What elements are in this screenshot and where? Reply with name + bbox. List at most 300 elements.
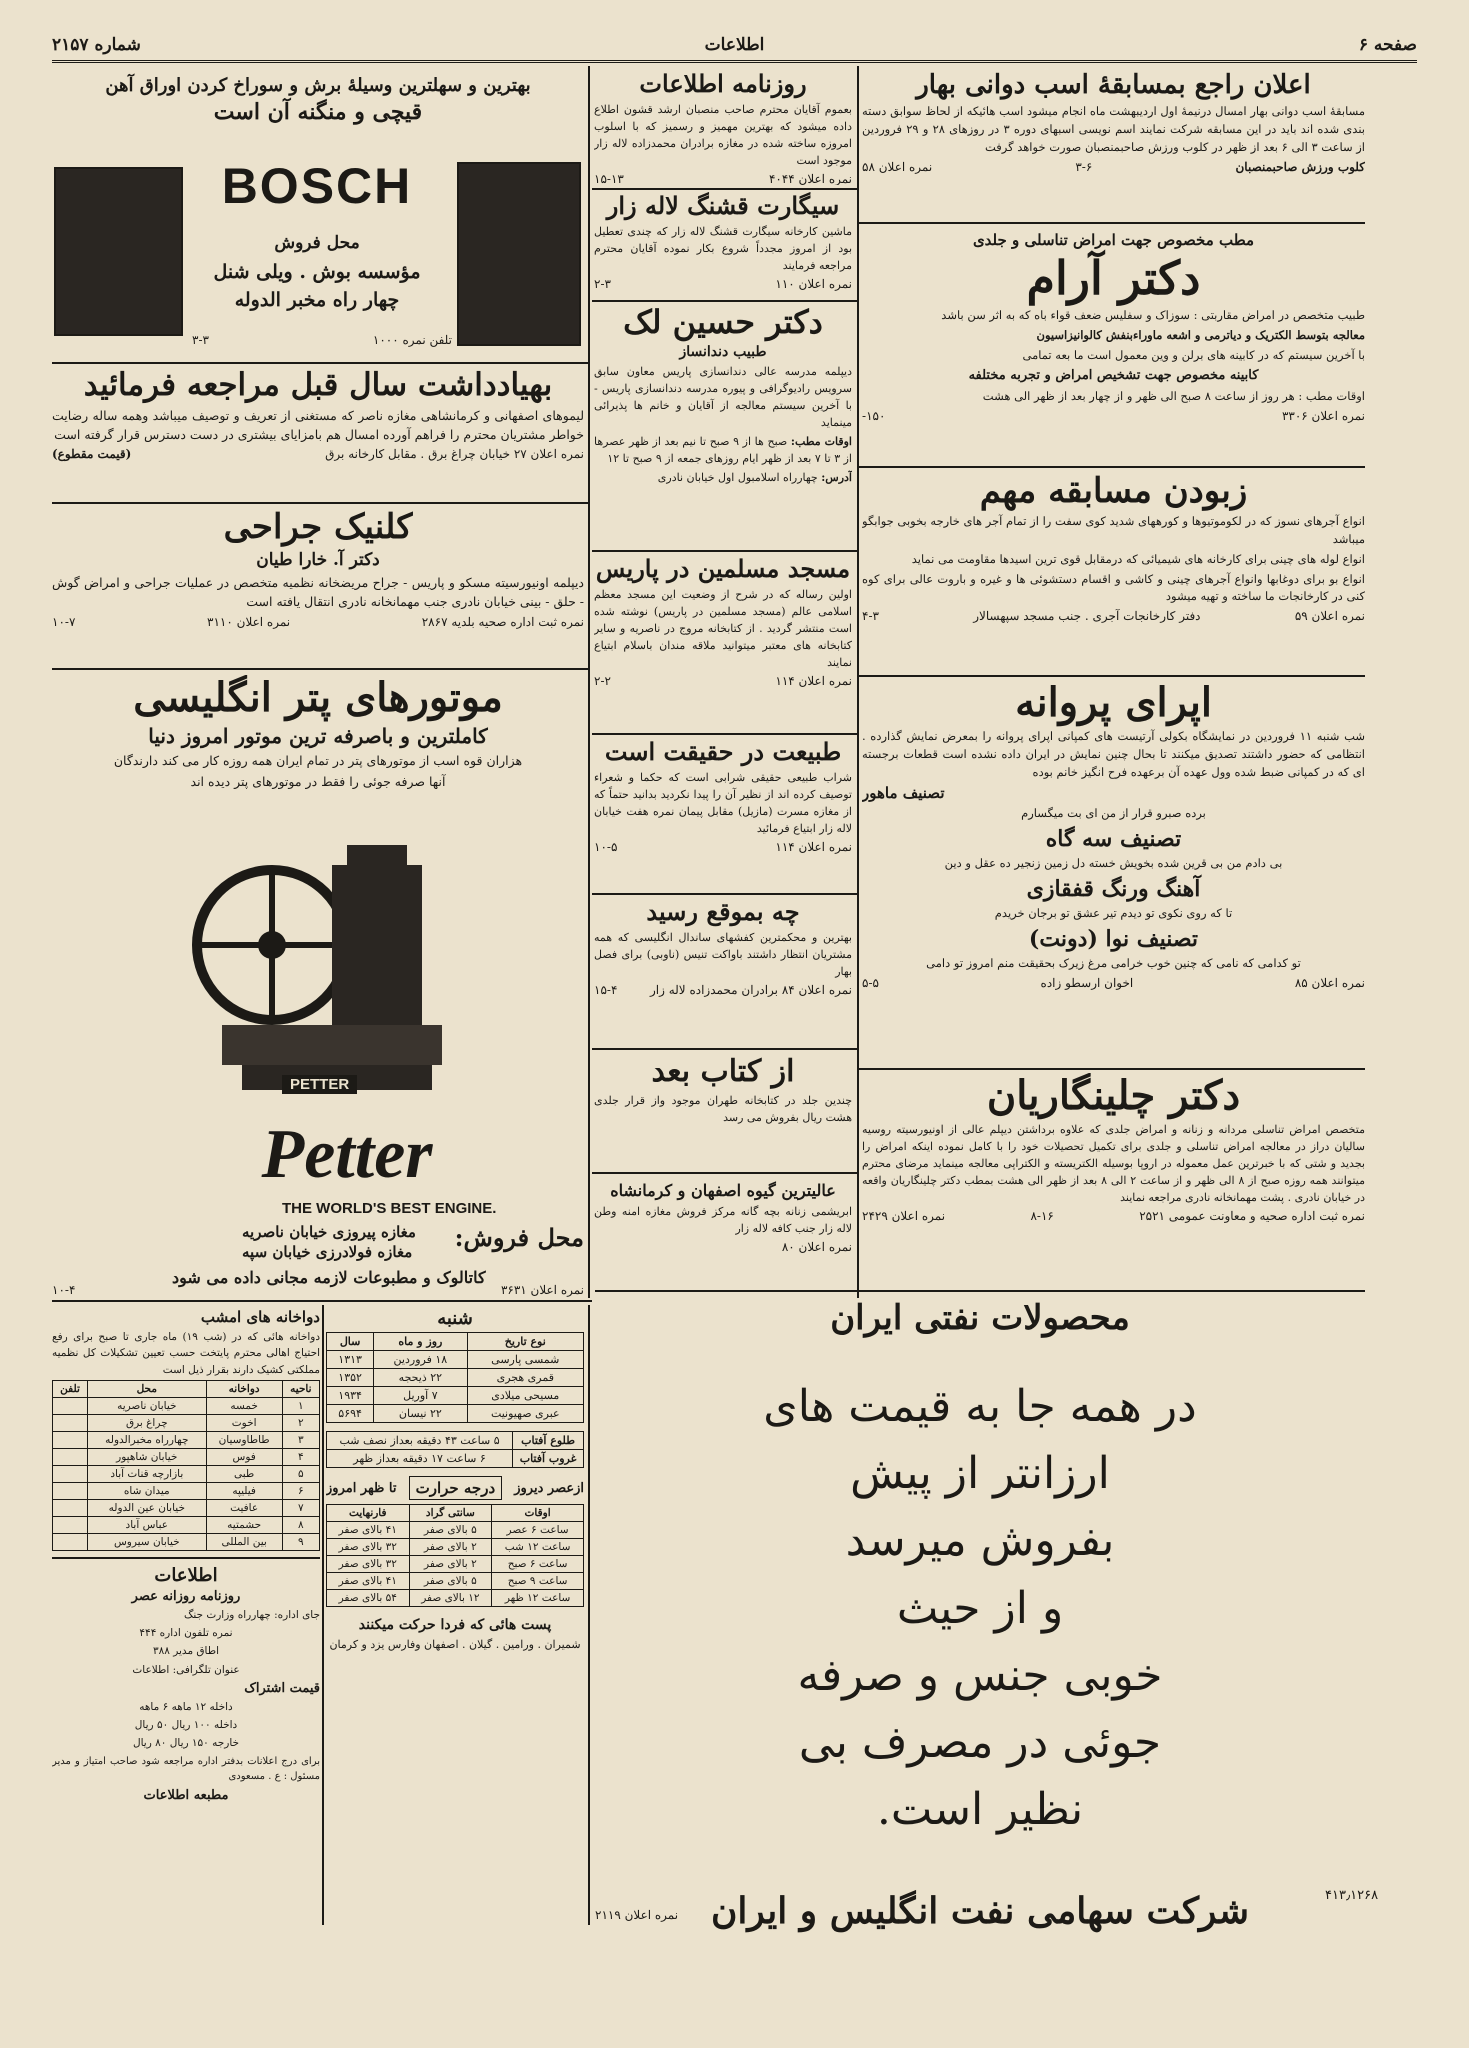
dentist-address-label: آدرس: <box>821 471 852 485</box>
pharmacy-row-cell <box>53 1414 88 1431</box>
timely-ad <box>594 898 852 1043</box>
opera-song-1-title: تصنیف ماهور <box>862 784 945 803</box>
temperature-row-cell: ۳۲ بالای صفر <box>327 1539 410 1556</box>
opera-code: ۵-۵ <box>862 975 879 990</box>
ruznameh-ref: نمره اعلان ۴۰۴۴ <box>768 171 852 185</box>
clinic-ad <box>52 508 584 664</box>
rule <box>859 222 1365 224</box>
wine-title: طبیعت در حقیقت است <box>604 738 842 766</box>
printer-name: مطبعه اطلاعات <box>143 1787 229 1803</box>
oil-title: محصولات نفتی ایران <box>830 1298 1130 1338</box>
temperature-row-cell: ساعت ۱۲ شب <box>492 1539 584 1556</box>
temp-col-c: سانتی گراد <box>409 1505 492 1522</box>
pharmacy-row-cell: ۷ <box>282 1499 319 1516</box>
petter-title: موتورهای پتر انگلیسی <box>133 675 503 721</box>
pharmacy-row-cell: ۶ <box>282 1482 319 1499</box>
calendar-block <box>326 1305 584 1930</box>
clinic-code: ۱۰-۷ <box>52 614 76 629</box>
pharmacy-row <box>53 1465 320 1482</box>
horse-race-code: ۳-۶ <box>1075 159 1093 174</box>
temperature-table-body <box>327 1522 584 1607</box>
aram-kicker: مطب مخصوص جهت امراض تناسلی و جلدی <box>972 231 1255 249</box>
bosch-code: ۳-۳ <box>192 333 209 347</box>
timely-code: ۱۵-۴ <box>594 982 618 997</box>
bosch-headline: بهترین و سهلترین وسیلهٔ برش و سوراخ کردن اوراق آهن <box>105 75 531 96</box>
calendar-row-cell: ۱۹۳۴ <box>327 1387 374 1405</box>
cigarette-ref: نمره اعلان ۱۱۰ <box>775 276 852 291</box>
mosque-body: اولین رساله که در شرح از وضعیت این مسجد معظم اسلامی عالم (مسجد مسلمین در پاریس) نوشته شده است منتشر گردید . از کتابخانه مروج در ناصریه و سایر کتابخانه های معتبر میتوانید ملاقه مندان باسلام ابتیاع نمایند <box>594 587 852 669</box>
timely-ref: نمره اعلان ۸۴ برادران محمدزاده لاله زار <box>649 982 852 997</box>
petter-body-2: آنها صرفه جوئی را فقط در موتورهای پتر دیده اند <box>190 774 446 790</box>
pharmacy-row-cell: ۵ <box>282 1465 319 1482</box>
opera-song-1: برده صبرو قرار از من ای بت میگسارم <box>1021 806 1206 821</box>
aram-body-1: طبیب متخصص در امراض مقاربتی : سوزاک و سفلیس ضعف قواء باه که به اثر سن باشد <box>941 307 1365 322</box>
pharmacy-row-cell: حشمتیه <box>206 1516 282 1533</box>
oil-company: شرکت سهامی نفت انگلیس و ایران <box>710 1890 1250 1932</box>
petter-ref: نمره اعلان ۳۶۳۱ <box>500 1283 584 1297</box>
pharmacy-row <box>53 1482 320 1499</box>
reminder-ad <box>52 368 584 498</box>
calendar-row-cell: عبری صهیونیت <box>467 1405 583 1423</box>
temperature-row-cell: ۳۲ بالای صفر <box>327 1556 410 1573</box>
masthead-phone-1: نمره تلفون اداره ۴۴۴ <box>139 1627 233 1640</box>
wine-code: ۱۰-۵ <box>594 839 618 854</box>
mosque-code: ۲-۲ <box>594 674 611 689</box>
rule <box>592 1172 857 1174</box>
pharmacy-row-cell: فیلیپه <box>206 1482 282 1499</box>
calendar-row-cell: ۲۲ ذیحجه <box>374 1369 467 1387</box>
pharmacy-row <box>53 1397 320 1414</box>
clinic-reg: نمره ثبت اداره صحیه بلدیه ۲۸۶۷ <box>421 614 584 629</box>
rule <box>592 188 857 190</box>
bricks-title: زبودن مسابقه مهم <box>979 472 1248 511</box>
pharm-col-name: دواخانه <box>206 1380 282 1397</box>
cal-col-year: سال <box>327 1333 374 1351</box>
pharmacy-row <box>53 1448 320 1465</box>
dentist-hours-text: صبح ها از ۹ صبح تا نیم بعد از ظهر عصرها از ۳ تا ۷ بعد از ظهر ایام روزهای جمعه از ۹ صبح تا ۱۲ <box>594 434 852 466</box>
temperature-row-cell: ۲ بالای صفر <box>409 1556 492 1573</box>
pharmacy-row-cell <box>53 1533 88 1550</box>
temperature-row-cell: ۴۱ بالای صفر <box>327 1573 410 1590</box>
calendar-row <box>327 1369 584 1387</box>
pharmacy-row-cell: اخوت <box>206 1414 282 1431</box>
pharmacy-row-cell: ۴ <box>282 1448 319 1465</box>
dentist-address-text: چهارراه اسلامبول اول خیابان نادری <box>657 471 818 485</box>
opera-body: شب شنبه ۱۱ فروردین در نمایشگاه بکولی آرتیست های کمپانی اپرای پروانه را بمعرض نمایش گذارده . انتظامی که حضور داشتند تصدیق میکنند تا بحال چنین نمایش در ایران داده نشده است قطعات برجسته ای که در کمپانی ضبط شده وول عهده آن برعهده فرح انگیز خانم بوده <box>862 729 1365 779</box>
aram-body-2: معالجه بتوسط الکتریک و دیاترمی و اشعه ماوراءبنفش کالوانیزاسیون <box>1036 327 1365 342</box>
temperature-row <box>327 1590 584 1607</box>
temp-title: درجه حرارت <box>409 1476 503 1500</box>
petter-ad <box>52 675 584 1300</box>
ruznameh-code: ۱۵-۱۳ <box>594 171 624 185</box>
temperature-row-cell: ۴۱ بالای صفر <box>327 1522 410 1539</box>
temperature-row-cell: ساعت ۶ عصر <box>492 1522 584 1539</box>
pharmacy-row-cell: بازارچه قنات آباد <box>88 1465 207 1482</box>
aram-footer <box>862 409 1365 423</box>
opera-song-3-title: آهنگ ورنگ قفقازی <box>1026 876 1201 903</box>
aram-hours: اوقات مطب : هر روز از ساعت ۸ صبح الی ظهر و از چهار بعد از ظهر الی هشت <box>982 389 1365 404</box>
rule <box>592 1048 857 1050</box>
calendar-day: شنبه <box>437 1308 473 1329</box>
calendar-table <box>326 1332 584 1423</box>
cigarette-code: ۲-۳ <box>594 276 611 291</box>
timely-title: چه بموقع رسید <box>646 898 800 926</box>
timely-body: بهترین و محکمترین کفشهای ساندال انگلیسی که همه مشتریان انتظار داشتند باواکت تنیس (ناوبی) برای فصل بهار <box>594 930 852 978</box>
book-ad <box>594 1055 852 1170</box>
rule <box>52 668 588 670</box>
masthead-note: برای درج اعلانات بدفتر اداره مراجعه شود صاحب امتیاز و مدیر مسئول : ع . مسعودی <box>52 1755 320 1783</box>
opera-song-2: بی دادم من بی قرین شده بخویش خسته دل زمین زنجیر ده عقل و دین <box>944 856 1283 871</box>
pharmacy-row-cell <box>53 1482 88 1499</box>
reminder-title: بهیادداشت سال قبل مراجعه فرمائید <box>83 368 553 403</box>
bosch-phone: تلفن نمره ۱۰۰۰ <box>372 333 452 347</box>
ruznameh-footer <box>594 172 852 185</box>
dentist-hours <box>594 433 852 467</box>
dentist-subtitle: طبیب دندانساز <box>679 343 767 360</box>
cal-col-type: نوع تاریخ <box>467 1333 583 1351</box>
pharmacy-row-cell: عافیت <box>206 1499 282 1516</box>
pharmacy-row <box>53 1431 320 1448</box>
calendar-row-cell: ۱۸ فروردین <box>374 1351 467 1369</box>
bosch-ad <box>52 72 584 358</box>
giveh-ref-text: نمره اعلان ۸۰ <box>781 1240 852 1255</box>
aram-cabinet: کابینه مخصوص جهت تشخیص امراض و تجربه مختلفه <box>968 368 1259 384</box>
oil-line-2: ارزانتر از پیش <box>850 1448 1110 1500</box>
opera-song-4: تو کدامی که نامی که چنین خوب خرامی مرغ زیرک بحقیقت منم امروز تو دامی <box>926 955 1301 970</box>
cigarette-body: ماشین کارخانه سیگارت قشنگ لاله زار که چندی تعطیل بود از امروز مجدداً شروع بکار نموده آقایان محترم مراجعه فرمایند <box>594 224 852 272</box>
opera-title: اپرای پروانه <box>1015 680 1212 726</box>
pharm-col-place: محل <box>88 1380 207 1397</box>
giveh-title: عالیترین گیوه اصفهان و کرمانشاه <box>610 1181 836 1200</box>
pharm-col-district: ناحیه <box>282 1380 319 1397</box>
pharmacy-row-cell: خمسه <box>206 1397 282 1414</box>
post-body: شمیران . ورامین . گیلان . اصفهان وفارس یزد و کرمان <box>329 1638 581 1651</box>
oil-ad <box>595 1290 1365 1930</box>
giveh-body: ابریشمی زنانه بچه گانه مرکز فروش مغازه امنه وطن لاله زار جنب کافه لاله زار <box>594 1205 852 1236</box>
petter-catalog: کاتالوک و مطبوعات لازمه مجانی داده می شود <box>172 1268 486 1287</box>
pharmacy-row-cell <box>53 1499 88 1516</box>
rule <box>52 1557 320 1559</box>
pharm-col-phone: تلفن <box>53 1380 88 1397</box>
temperature-row <box>327 1556 584 1573</box>
aram-title: دکتر آرام <box>1026 251 1201 305</box>
sunrise-label: طلوع آفتاب <box>513 1432 584 1450</box>
rule <box>859 1068 1365 1070</box>
temperature-row-cell: ساعت ۱۲ ظهر <box>492 1590 584 1607</box>
horse-race-ad <box>862 70 1365 220</box>
calendar-table-body <box>327 1351 584 1423</box>
temp-col-f: فارنهایت <box>327 1505 410 1522</box>
bosch-address: چهار راه مخبر الدوله <box>234 289 400 311</box>
sunset-value: ۶ ساعت ۱۷ دقیقه بعداز ظهر <box>327 1450 513 1468</box>
pharmacy-row-cell <box>53 1448 88 1465</box>
horse-race-ref: نمره اعلان ۵۸ <box>862 159 933 174</box>
giveh-ad <box>594 1178 852 1286</box>
pharmacies-table <box>52 1380 320 1551</box>
temp-from: ازعصر دیروز <box>514 1480 584 1496</box>
rule <box>52 502 588 504</box>
petter-code: ۱۰-۴ <box>52 1283 76 1297</box>
masthead-phone-2: اطاق مدیر ۳۸۸ <box>152 1645 220 1658</box>
book-title: از کتاب بعد <box>651 1055 795 1089</box>
oil-line-1: در همه جا به قیمت های <box>763 1381 1197 1432</box>
book-body: چندین جلد در کتابخانه طهران موجود واز قرار جلدی هشت ریال بفروش می رسد <box>594 1093 852 1124</box>
pharmacy-row-cell: ۲ <box>282 1414 319 1431</box>
chelingarian-title: دکتر چلینگاریان <box>986 1073 1241 1119</box>
oil-line-3: بفروش میرسد <box>845 1515 1115 1567</box>
opera-song-4-title: تصنیف نوا (دونت) <box>1028 925 1199 952</box>
pharmacy-row-cell <box>53 1397 88 1414</box>
rule <box>592 300 857 302</box>
bricks-footer <box>862 609 1365 623</box>
bricks-code: ۴-۳ <box>862 609 879 624</box>
wine-ad <box>594 738 852 888</box>
dentist-ad <box>594 304 852 544</box>
mosque-ad <box>594 555 852 730</box>
pharmacy-row-cell: ۸ <box>282 1516 319 1533</box>
masthead-telegraph: عنوان تلگرافی: اطلاعات <box>132 1663 240 1676</box>
wine-footer <box>594 840 852 854</box>
petter-sale-label: محل فروش: <box>454 1223 584 1252</box>
pharmacy-row-cell: طاطاوسیان <box>206 1431 282 1448</box>
temp-to: تا ظهر امروز <box>326 1480 397 1496</box>
opera-ref: نمره اعلان ۸۵ <box>1294 975 1365 990</box>
pharmacy-row-cell: فوس <box>206 1448 282 1465</box>
oil-ref: نمره اعلان ۲۱۱۹ <box>595 1908 679 1922</box>
cal-col-date: روز و ماه <box>374 1333 467 1351</box>
reminder-ref: نمره اعلان ۲۷ خیابان چراغ برق . مقابل کارخانه برق <box>325 447 584 462</box>
wine-ref: نمره اعلان ۱۱۴ <box>775 839 852 854</box>
bosch-sale-label: محل فروش <box>274 233 360 253</box>
oil-number: ۴۱۳٫۱۲۶۸ <box>1325 1888 1379 1903</box>
sunrise-value: ۵ ساعت ۴۳ دقیقه بعداز نصف شب <box>327 1432 513 1450</box>
pharmacy-row-cell: بین المللی <box>206 1533 282 1550</box>
bricks-body-2: انواع لوله های چینی برای کارخانه های شیمیائی که درمقابل قوی ترین اسیدها مقاومت می نماید <box>911 551 1365 566</box>
masthead-subhead: روزنامه روزانه عصر <box>131 1588 241 1604</box>
pharmacy-row-cell: عباس آباد <box>88 1516 207 1533</box>
pharmacy-row-cell: ۱ <box>282 1397 319 1414</box>
wine-body: شراب طبیعی حقیقی شرابی است که حکما و شعراء توصیف کرده اند از نظیر آن را پیدا نکردید بدانید حتماً که از مغازه مسرت (مازیل) مقابل پیمان نمره هفت خیابان لاله زار ابتیاع فرمائید <box>594 770 852 835</box>
clinic-footer <box>52 615 584 629</box>
rule <box>859 675 1365 677</box>
column-rule-inner <box>322 1305 324 1925</box>
petter-signature-logo: Petter <box>261 1116 433 1193</box>
subscription-row-3: خارجه ۱۵۰ ریال ۸۰ ریال <box>132 1737 240 1750</box>
opera-footer <box>862 976 1365 990</box>
subscription-row-2: داخله ۱۰۰ ریال ۵۰ ریال <box>134 1719 238 1732</box>
rule <box>592 733 857 735</box>
chelingarian-body: متخصص امراض تناسلی مردانه و زنانه و امراض جلدی که علاوه برداشتن دیپلم عالی از اونیورسیته روسیه سالیان دراز در معالجه امراض تناسلی و جلدی برای تکمیل تحصیلات خود را با کامل نموده اینکه امراض را بجدید و شتی که با خبرترین عمل معموله در اروپا بوسیله الکتریسته و الکتراپی معالجه مینماید مرضای محترم میتوانند همه روزه صبح از ۸ الی ظهر و از ساعت ۲ الی ۸ بعد از ظهر الی هشت بمطب دکتر چلینگاریان واقعه در خیابان نادری . پشت مهمانخانه نادری مراجعه نمایند <box>862 1123 1365 1205</box>
ruznameh-ad <box>594 70 852 185</box>
pharmacies-title: دواخانه های امشب <box>200 1308 320 1326</box>
post-title: پست هائی که فردا حرکت میکنند <box>358 1617 552 1633</box>
pharmacy-row-cell <box>53 1516 88 1533</box>
pharmacy-row-cell: خیابان عین الدوله <box>88 1499 207 1516</box>
punch-machine-image <box>457 162 581 346</box>
chelingarian-footer <box>862 1209 1365 1223</box>
pharmacy-row-cell <box>53 1465 88 1482</box>
horse-race-body: مسابقهٔ اسب دوانی بهار امسال درنیمهٔ اول اردیبهشت ماه انجام میشود اسب هائیکه از لحاظ سوابق دسته بندی شده اند باید در این مسابقه شرکت نمایند اسم نویسی اسبهای دوره ۳ در روزهای ۲۸ و ۲۹ فروردین از ساعت ۳ الی ۶ بعد از ظهر در کلوب ورزش صاحبمنصبان صورت خواهد گرفت <box>862 104 1365 154</box>
reminder-body: لیموهای اصفهانی و کرمانشاهی مغازه ناصر که مستغنی از تعریف و توصیف میباشد وهمه ساله رضایت خواطر مشتریان محترم را فراهم آورده امسال هم بامزایای بیشتری در دست دسترس قرار گرفته است <box>52 407 584 443</box>
sun-table <box>326 1431 584 1468</box>
temperature-row-cell: ۵ بالای صفر <box>409 1573 492 1590</box>
chelingarian-ad <box>862 1073 1365 1285</box>
aram-body-3: با آخرین سیستم که در کابینه های برلن و وین معمول است ما بعه تمامی <box>1022 347 1365 362</box>
petter-shop-2: مغازه فولادرزی خیابان سپه <box>242 1243 413 1261</box>
oil-line-5: خوبی جنس و صرفه <box>797 1649 1163 1701</box>
chelingarian-code: ۸-۱۶ <box>1030 1209 1054 1224</box>
calendar-row-cell: قمری هجری <box>467 1369 583 1387</box>
pharmacy-row-cell: خیابان سیروس <box>88 1533 207 1550</box>
temperature-row-cell: ۵۴ بالای صفر <box>327 1590 410 1607</box>
temp-col-time: اوقات <box>492 1505 584 1522</box>
calendar-row <box>327 1387 584 1405</box>
calendar-row <box>327 1351 584 1369</box>
bricks-ad <box>862 472 1365 672</box>
clinic-doctor: دکتر آ. خارا طیان <box>256 550 380 571</box>
sunset-label: غروب آفتاب <box>513 1450 584 1468</box>
pharmacy-row-cell: میدان شاه <box>88 1482 207 1499</box>
clinic-ref: نمره اعلان ۳۱۱۰ <box>207 614 291 629</box>
rule <box>52 362 588 364</box>
oil-line-6: جوئی در مصرف بی <box>798 1716 1162 1768</box>
bricks-ref: نمره اعلان ۵۹ <box>1294 609 1365 624</box>
pharmacies-table-body <box>53 1397 320 1550</box>
column-rule-1 <box>588 66 590 1298</box>
chelingarian-reg: نمره ثبت اداره صحیه و معاونت عمومی ۲۵۲۱ <box>1139 1209 1365 1224</box>
pharmacy-row <box>53 1499 320 1516</box>
calendar-row-cell: شمسی پارسی <box>467 1351 583 1369</box>
temperature-heading <box>326 1476 584 1500</box>
cigarette-footer <box>594 277 852 291</box>
horse-race-title: اعلان راجع بمسابقهٔ اسب دوانی بهار <box>916 70 1311 100</box>
rule <box>592 550 857 552</box>
subscription-label: قیمت اشتراک <box>244 1680 320 1696</box>
calendar-row-cell: ۷ آوریل <box>374 1387 467 1405</box>
pharmacy-row-cell: خیابان شاهپور <box>88 1448 207 1465</box>
subscription-row-1: داخله ۱۲ ماهه ۶ ماهه <box>139 1700 233 1713</box>
pharmacy-row-cell: ۳ <box>282 1431 319 1448</box>
bosch-logo: BOSCH <box>221 158 413 214</box>
aram-code: ۱۵۰- <box>862 409 886 424</box>
opera-song-2-title: تصنیف سه گاه <box>1045 826 1182 853</box>
reminder-price: (قیمت مقطوع) <box>52 447 132 462</box>
page-number: صفحه ۶ <box>1358 35 1417 55</box>
rule <box>592 893 857 895</box>
petter-body-1: هزاران قوه اسب از موتورهای پتر در تمام ایران همه روزه کار می کند دارندگان <box>113 753 523 768</box>
calendar-row-cell: ۱۳۵۲ <box>327 1369 374 1387</box>
bricks-maker: دفتر کارخانجات آجری . جنب مسجد سپهسالار <box>973 609 1201 624</box>
bosch-seller: مؤسسه بوش . ویلی شنل <box>213 261 421 283</box>
temperature-row-cell: ۱۲ بالای صفر <box>409 1590 492 1607</box>
timely-footer <box>594 983 852 997</box>
pharmacies-body: دواخانه هائی که در (شب ۱۹) ماه جاری تا صبح برای رفع احتیاج اهالی محترم پایتخت حسب تعیین تشکیلات کل نظمیه مملکتی کشیک دارند بقرار ذیل است <box>52 1331 320 1376</box>
calendar-row-cell: ۵۶۹۴ <box>327 1405 374 1423</box>
reminder-footer <box>52 447 584 461</box>
dentist-address <box>594 469 852 486</box>
pharmacy-row-cell <box>53 1431 88 1448</box>
section-rule <box>52 1300 592 1302</box>
bosch-subheadline: قیچی و منگنه آن است <box>213 99 423 125</box>
temperature-row <box>327 1522 584 1539</box>
ruznameh-body: بعموم آقایان محترم صاحب منصبان ارشد قشون اطلاع داده میشود که بهترین مهمیز و رسمیز که با اسلوب امروزه ساخته شده در مغازه برادران محمدزاده لاله زار موجود است <box>594 102 852 167</box>
pharmacy-row-cell: چراغ برق <box>88 1414 207 1431</box>
pharmacy-row <box>53 1414 320 1431</box>
mosque-footer <box>594 674 852 688</box>
petter-shop-1: مغازه پیروزی خیابان ناصریه <box>242 1223 416 1241</box>
calendar-row-cell: ۲۲ نیسان <box>374 1405 467 1423</box>
temperature-row <box>327 1573 584 1590</box>
cigarette-ad <box>594 192 852 297</box>
clinic-title: کلنیک جراحی <box>223 508 413 547</box>
masthead-name: اطلاعات <box>154 1564 218 1586</box>
calendar-row-cell: ۱۳۱۳ <box>327 1351 374 1369</box>
calendar-row-cell: مسیحی میلادی <box>467 1387 583 1405</box>
ruznameh-title: روزنامه اطلاعات <box>639 70 807 98</box>
pharmacy-row-cell: خیابان ناصریه <box>88 1397 207 1414</box>
temperature-row-cell: ساعت ۶ صبح <box>492 1556 584 1573</box>
pharmacy-row <box>53 1533 320 1550</box>
clinic-body: دیپلمه اونیورسیته مسکو و پاریس - جراح مریضخانه نظمیه متخصص در عملیات جراحی و امراض گوش - حلق - بینی خیابان نادری جنب مهمانخانه نادری انتقال یافته است <box>52 575 584 610</box>
shear-machine-image <box>54 167 183 336</box>
rule <box>859 466 1365 468</box>
giveh-ref <box>594 1240 852 1254</box>
bricks-body-3: انواع بو برای دوغابها وانواع آجرهای چینی و کاشی و اقسام دستشوئی ها و غیره و باروت عالی برای کوه کنی در کارخانجات ما ساخته و تهیه میشود <box>862 571 1365 604</box>
petter-subtitle: کاملترین و باصرفه ترین موتور امروز دنیا <box>148 724 488 748</box>
opera-ad <box>862 680 1365 1065</box>
mosque-ref: نمره اعلان ۱۱۴ <box>775 674 852 689</box>
dentist-title: دکتر حسین لک <box>623 304 823 341</box>
temperature-row-cell: ۲ بالای صفر <box>409 1539 492 1556</box>
temperature-row-cell: ۵ بالای صفر <box>409 1522 492 1539</box>
opera-song-3: تا که روی نکوی تو دیدم تیر عشق تو برجان خریدم <box>994 906 1233 921</box>
engine-illustration <box>182 825 462 1095</box>
mosque-title: مسجد مسلمین در پاریس <box>595 555 851 583</box>
issue-number: شماره ۲۱۵۷ <box>52 35 141 55</box>
dentist-hours-label: اوقات مطب: <box>790 434 852 448</box>
petter-tagline: THE WORLD'S BEST ENGINE. <box>282 1200 497 1217</box>
pharmacies-block <box>52 1305 320 1930</box>
petter-footer <box>52 1283 584 1297</box>
temperature-row-cell: ساعت ۹ صبح <box>492 1573 584 1590</box>
horse-race-club: کلوب ورزش صاحبمنصبان <box>1235 159 1365 174</box>
bricks-body-1: انواع آجرهای نسوز که در لکوموتیوها و کورههای شدید کوی سفت را از تمام آجر های خارجه بخوبی جوابگو میباشد <box>862 514 1365 546</box>
page-header <box>52 30 1417 63</box>
oil-line-7: نظیر است. <box>876 1784 1084 1836</box>
opera-sponsor: اخوان ارسطو زاده <box>1040 975 1134 990</box>
petter-plate: PETTER <box>282 1075 357 1094</box>
paper-name: اطلاعات <box>704 35 765 55</box>
pharmacy-row-cell: ۹ <box>282 1533 319 1550</box>
bosch-ref <box>192 333 452 347</box>
aram-ref: نمره اعلان ۳۳۰۶ <box>1281 409 1365 424</box>
dentist-body: دیپلمه مدرسه عالی دندانسازی پاریس معاون سابق سرویس رادیوگرافی و پیوره مدرسه دندانسازی پاریس - با آخرین سیستم معالجه از آقایان و خانم ها پذیرائی مینماید <box>594 364 852 429</box>
horse-race-footer <box>862 160 1365 174</box>
column-rule-3 <box>588 1305 590 1925</box>
masthead-office: جای اداره: چهارراه وزارت جنگ <box>183 1608 320 1621</box>
temperature-table <box>326 1504 584 1607</box>
calendar-row <box>327 1405 584 1423</box>
pharmacy-row-cell: طبی <box>206 1465 282 1482</box>
column-rule-2 <box>857 66 859 1298</box>
temperature-row <box>327 1539 584 1556</box>
chelingarian-ref: نمره اعلان ۲۴۲۹ <box>862 1209 946 1224</box>
pharmacy-row <box>53 1516 320 1533</box>
cigarette-title: سیگارت قشنگ لاله زار <box>606 192 840 220</box>
aram-ad <box>862 228 1365 463</box>
pharmacy-row-cell: چهارراه مخبرالدوله <box>88 1431 207 1448</box>
oil-line-4: و از حیث <box>896 1582 1064 1634</box>
